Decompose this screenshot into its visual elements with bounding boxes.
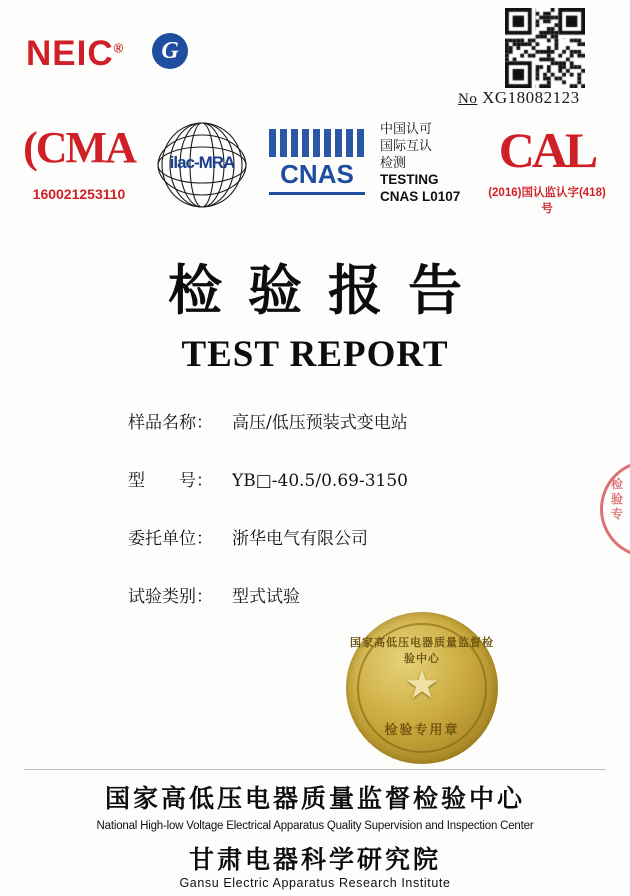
gold-seal [346,612,498,764]
footer-divider [24,769,606,770]
qr-code [505,8,585,88]
cal-number: (2016)国认监认字(418)号 [488,187,606,215]
field-value: 型式试验 [232,587,300,607]
footer-org-en: National High-low Voltage Electrical Apparatus Quality Supervision and Inspection Center [96,820,534,832]
field-label: 样品名称： [128,413,213,433]
cal-logo [487,120,607,216]
field-label: 试验类别： [128,587,213,607]
footer-org-cn: 国家高低压电器质量监督检验中心 [104,784,525,813]
cnas-bars-icon [269,129,365,157]
field-label: 委托单位： [128,529,213,549]
cma-mark: (CMA [23,123,135,172]
cnas-text-line1: 中国认可 [380,121,433,136]
field-label: 型 号： [128,471,213,491]
field-value: 高压/低压预装式变电站 [232,413,408,433]
neic-logo-text: NEIC [26,34,114,73]
document-number [458,88,580,108]
gold-seal-bottom-text: 检验专用章 [384,723,460,738]
cnas-underline [269,192,365,195]
report-fields [128,408,548,640]
ilac-mra-logo [148,115,256,215]
gold-seal-top-text: 国家高低压电器质量监督检验中心 [350,636,494,665]
document-number-value: XG18082123 [482,88,580,107]
cnas-mark: CNAS [280,159,354,189]
field-value: YB□-40.5/0.69-3150 [232,471,408,491]
page-title-en: TEST REPORT [181,334,449,375]
field-sample-name [128,408,548,433]
cnas-text-code: CNAS L0107 [380,189,461,204]
document-number-label: No [458,91,478,107]
registered-mark-icon: ® [113,40,125,56]
cma-number: 160021253110 [32,186,126,202]
neic-logo [26,34,124,74]
cma-logo [14,122,144,202]
red-seal-text: 检验专 [611,477,624,521]
cnas-logo [262,129,372,195]
cnas-text-line2: 国际互认 [380,138,433,153]
cal-mark: CAL [498,122,596,178]
certification-mark-icon: G [152,33,188,69]
footer-institute-en: Gansu Electric Apparatus Research Institute [179,876,451,890]
field-test-type [128,582,548,607]
field-model [128,466,548,491]
cnas-accreditation-text [380,120,460,205]
red-seal-partial [600,460,630,558]
footer-institute-cn: 甘肃电器科学研究院 [188,845,441,874]
star-icon: ★ [404,661,440,707]
page-title-cn: 检验报告 [168,258,488,322]
cnas-text-testing: TESTING [380,172,439,187]
field-client [128,524,548,549]
cnas-text-line3: 检测 [380,155,407,170]
ilac-mra-text: ilac-MRA [169,153,235,172]
field-value: 浙华电气有限公司 [232,529,368,549]
